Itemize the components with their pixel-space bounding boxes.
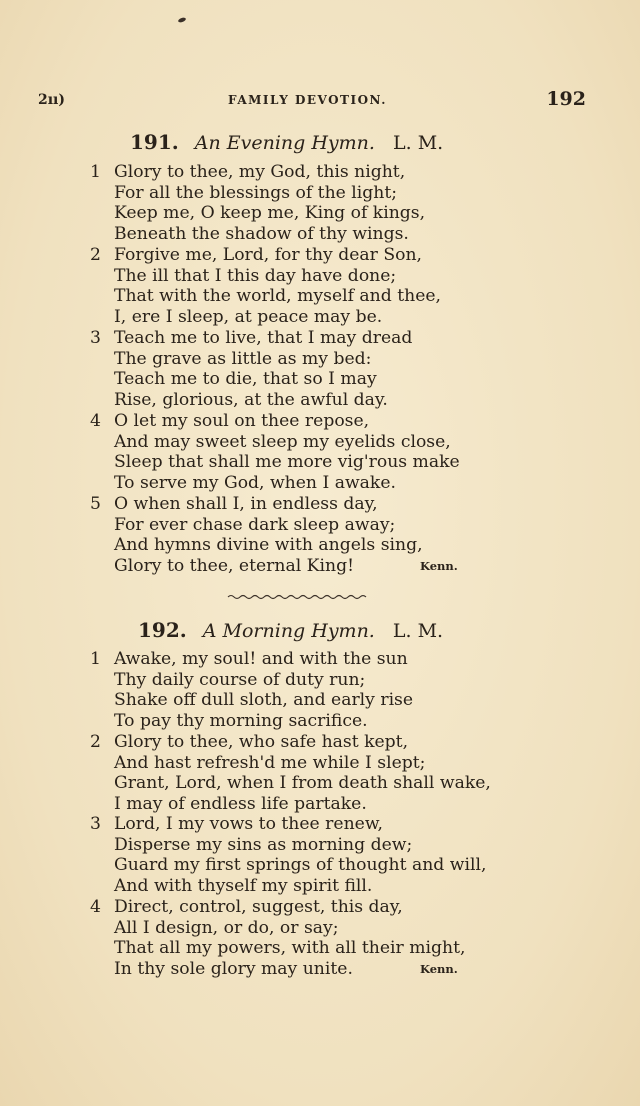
stanza-number: 3 (90, 814, 101, 834)
verse-line: Sleep that shall me more vig'rous make (114, 452, 460, 473)
verse-line: Beneath the shadow of thy wings. (114, 224, 409, 245)
hymn-191-title (0, 130, 640, 154)
section-divider-ornament (226, 592, 370, 602)
verse-line: Guard my first springs of thought and will, (114, 855, 487, 876)
hymn-192-stanza-2 (90, 732, 491, 815)
verse-line: O when shall I, in endless day, (114, 494, 378, 514)
verse-line: And hast refresh'd me while I slept; (114, 752, 426, 773)
verse-line: Shake off dull sloth, and early rise (114, 690, 414, 711)
hymn-192-stanza-1 (90, 649, 413, 732)
running-title: FAMILY DEVOTION. (228, 93, 387, 107)
hymn-191-stanza-3 (90, 328, 412, 411)
verse-line: To serve my God, when I awake. (114, 473, 396, 494)
verse-line: Rise, glorious, at the awful day. (114, 390, 388, 411)
verse-line: That with the world, myself and thee, (114, 286, 441, 307)
verse-line: Forgive me, Lord, for thy dear Son, (114, 245, 422, 265)
hymn-191-stanza-4 (90, 411, 460, 494)
verse-line: Keep me, O keep me, King of kings, (114, 203, 426, 224)
stanza-number: 2 (90, 245, 101, 265)
verse-line: Glory to thee, my God, this night, (114, 162, 406, 182)
verse-line: I, ere I sleep, at peace may be. (114, 307, 383, 328)
hymn-192-title (0, 618, 640, 642)
running-head (38, 88, 586, 112)
hymn-192-stanza-4 (90, 897, 465, 980)
hymn-192-stanza-3 (90, 814, 486, 897)
verse-line: The ill that I this day have done; (114, 265, 397, 286)
stanza-number: 1 (90, 649, 101, 669)
verse-line: I may of endless life partake. (114, 794, 367, 815)
hymn-192-author: Kenn. (420, 962, 458, 976)
hymn-number: 192. (138, 618, 187, 642)
verse-line: Teach me to live, that I may dread (114, 328, 413, 348)
verse-line: That all my powers, with all their might, (114, 938, 466, 959)
verse-line: Disperse my sins as morning dew; (114, 834, 413, 855)
hymn-191-stanza-5 (90, 494, 423, 577)
verse-line: Awake, my soul! and with the sun (114, 649, 408, 669)
hymn-191-stanza-1 (90, 162, 425, 245)
verse-line: Thy daily course of duty run; (114, 669, 366, 690)
verse-line: Glory to thee, who safe hast kept, (114, 732, 409, 752)
verse-line: In thy sole glory may unite. (114, 959, 353, 980)
hymn-range-number: 192 (546, 88, 586, 110)
stanza-number: 5 (90, 494, 101, 514)
stanza-number: 4 (90, 897, 101, 917)
stanza-number: 2 (90, 732, 101, 752)
hymn-meter: L. M. (393, 132, 444, 154)
hymn-name: An Evening Hymn. (194, 132, 375, 154)
verse-line: To pay thy morning sacrifice. (114, 711, 368, 732)
hymn-number: 191. (130, 130, 179, 154)
hymn-meter: L. M. (392, 620, 444, 642)
verse-line: Glory to thee, eternal King! (114, 556, 354, 577)
verse-line: Teach me to die, that so I may (114, 369, 377, 390)
hymn-191-stanza-2 (90, 245, 441, 328)
verse-line: Lord, I my vows to thee renew, (114, 814, 383, 834)
verse-line: The grave as little as my bed: (114, 348, 372, 369)
hymn-name: A Morning Hymn. (202, 620, 375, 642)
verse-line: And may sweet sleep my eyelids close, (114, 431, 451, 452)
verse-line: Direct, control, suggest, this day, (114, 897, 403, 917)
verse-line: All I design, or do, or say; (114, 917, 339, 938)
verse-line: Grant, Lord, when I from death shall wake, (114, 773, 491, 794)
page-number-left: 2ıı) (38, 92, 66, 108)
verse-line: And with thyself my spirit fill. (114, 876, 373, 897)
ink-speck (178, 17, 187, 23)
verse-line: O let my soul on thee repose, (114, 411, 370, 431)
verse-line: For ever chase dark sleep away; (114, 514, 396, 535)
stanza-number: 4 (90, 411, 101, 431)
verse-line: For all the blessings of the light; (114, 182, 398, 203)
verse-line: And hymns divine with angels sing, (114, 535, 423, 556)
hymn-191-author: Kenn. (420, 559, 458, 573)
stanza-number: 1 (90, 162, 101, 182)
stanza-number: 3 (90, 328, 101, 348)
